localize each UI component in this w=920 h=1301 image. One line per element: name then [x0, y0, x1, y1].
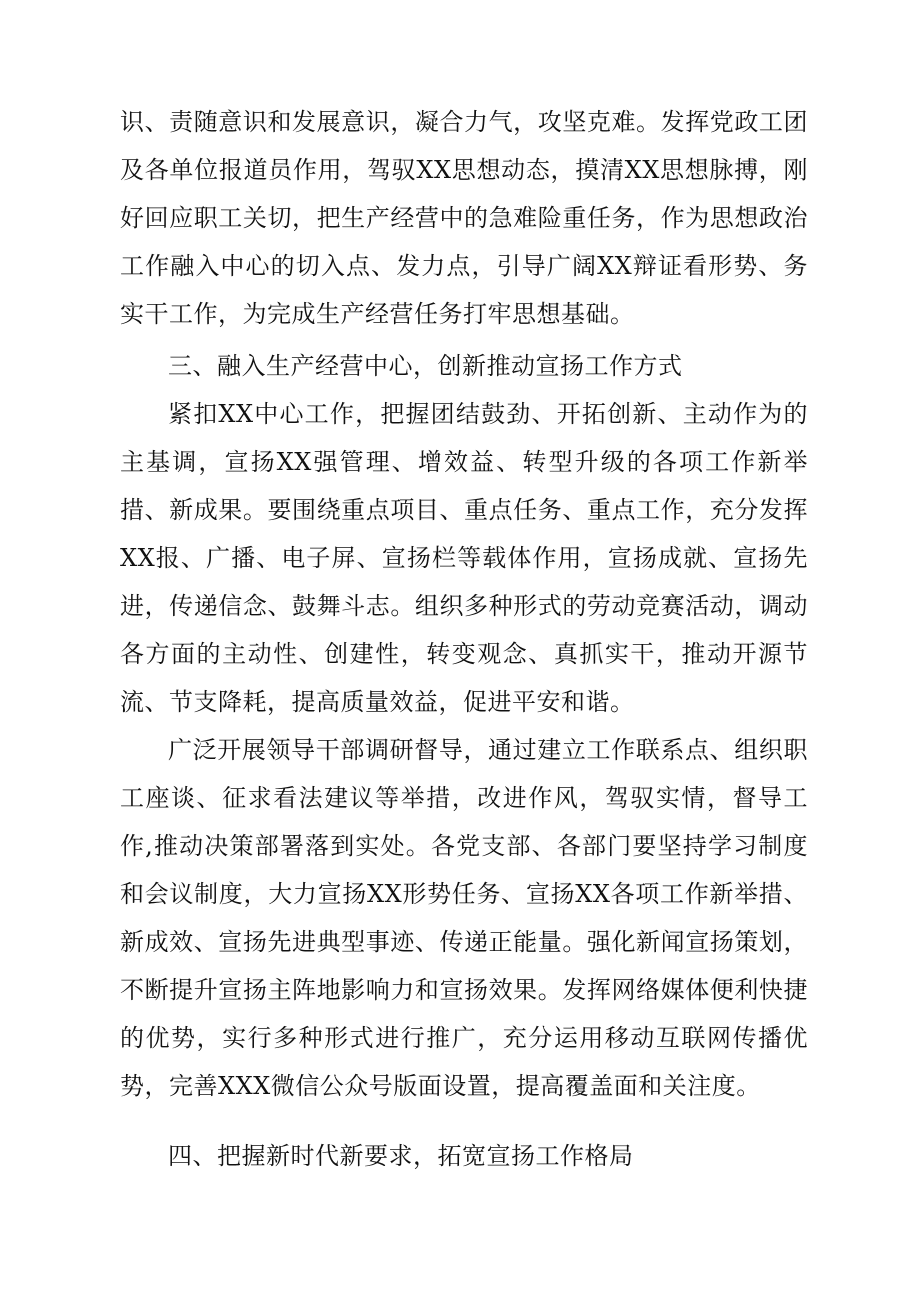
section-heading-3: 三、融入生产经营中心，创新推动宣扬工作方式	[168, 352, 683, 380]
document-body	[120, 98, 808, 1180]
paragraph-continuation: 识、责随意识和发展意识，凝合力气，攻坚克难。发挥党政工团及各单位报道员作用，驾驭XX思想动态，摸清XX思想脉搏，刚好回应职工关切，把生产经营中的急难险重任务，作为思想政治工作融入中心的切入点、发力点，引导广阔XX辩证看形势、务实干工作，为完成生产经营任务打牢思想基础。	[120, 108, 808, 328]
paragraph-publicity-methods: 紧扣XX中心工作，把握团结鼓劲、开拓创新、主动作为的主基调，宣扬XX强管理、增效益、转型升级的各项工作新举措、新成果。要围绕重点项目、重点任务、重点工作，充分发挥XX报、广播、电子屏、宣扬栏等载体作用，宣扬成就、宣扬先进，传递信念、鼓舞斗志。组织多种形式的劳动竞赛活动，调动各方面的主动性、创建性，转变观念、真抓实干，推动开源节流、节支降耗，提高质量效益，促进平安和谐。	[120, 400, 808, 716]
section-heading-4: 四、把握新时代新要求，拓宽宣扬工作格局	[168, 1142, 634, 1170]
paragraph-leadership-supervision: 广泛开展领导干部调研督导，通过建立工作联系点、组织职工座谈、征求看法建议等举措，改进作风，驾驭实情，督导工作,推动决策部署落到实处。各党支部、各部门要坚持学习制度和会议制度，大力宣扬XX形势任务、宣扬XX各项工作新举措、新成效、宣扬先进典型事迹、传递正能量。强化新闻宣扬策划，不断提升宣扬主阵地影响力和宣扬效果。发挥网络媒体便利快捷的优势，实行多种形式进行推广，充分运用移动互联网传播优势，完善XXX微信公众号版面设置，提高覆盖面和关注度。	[120, 736, 808, 1100]
